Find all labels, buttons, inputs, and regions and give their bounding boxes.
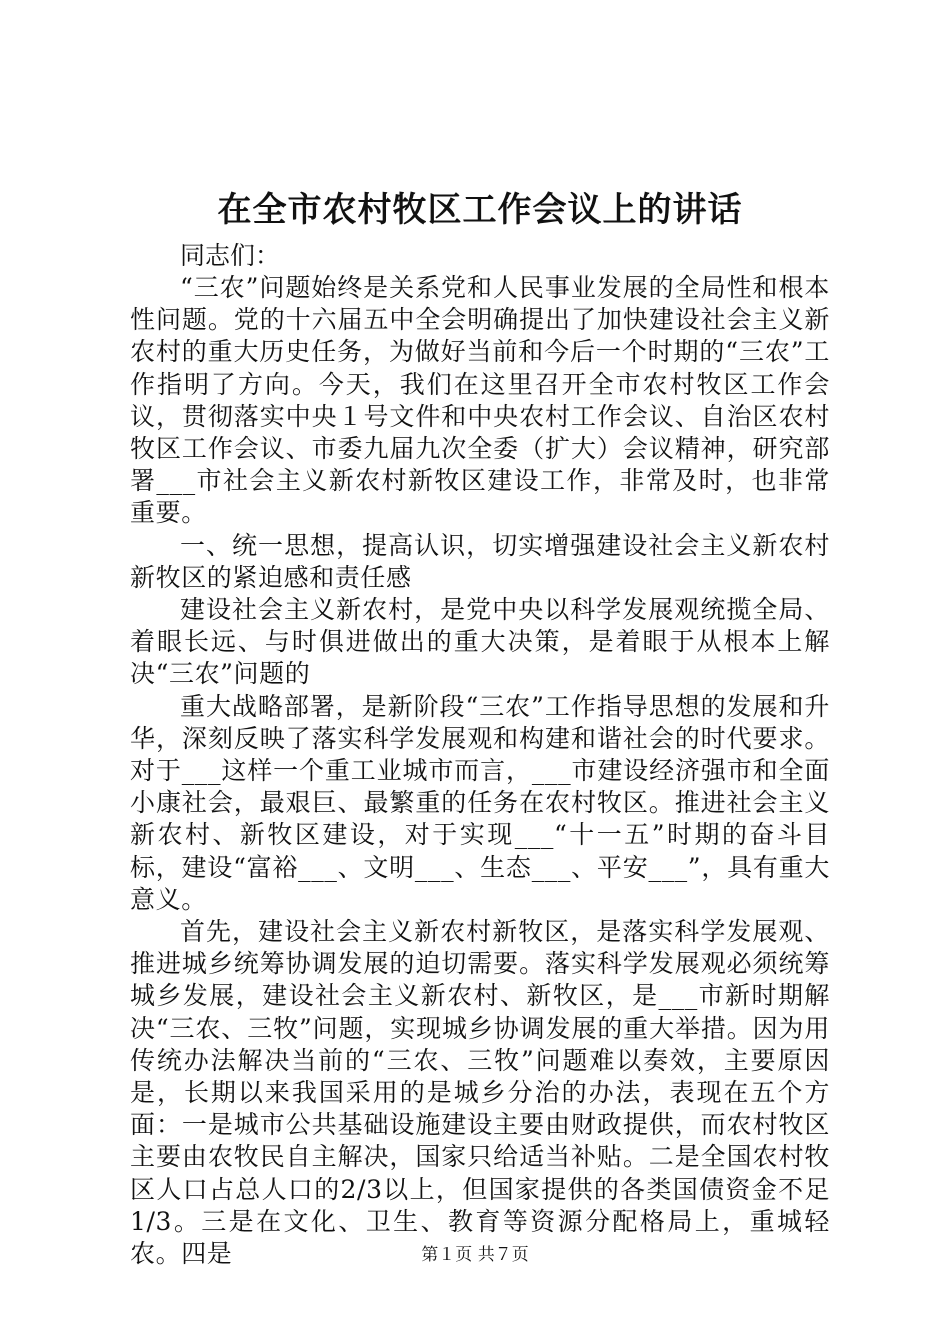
paragraph-new-countryside: 建设社会主义新农村，是党中央以科学发展观统揽全局、着眼长远、与时俱进做出的重大决策，是着眼于从根本上解决“三农”问题的 [130, 595, 830, 689]
paragraph-intro: “三农”问题始终是关系党和人民事业发展的全局性和根本性问题。党的十六届五中全会明确提出了加快建设社会主义新农村的重大历史任务，为做好当前和今后一个时期的“三农”工作指明了方向。今天，我们在这里召开全市农村牧区工作会议，贯彻落实中央１号文件和中央农村工作会议、自治区农村牧区工作会议、市委九届九次全委（扩大）会议精神，研究部署___市社会主义新农村新牧区建设工作，非常及时，也非常重要。 [130, 273, 830, 528]
document-page [130, 180, 830, 1270]
document-title: 在全市农村牧区工作会议上的讲话 [217, 190, 743, 230]
page-number: 第１页 共７页 [421, 1245, 529, 1265]
section-heading-1: 一、统一思想，提高认识，切实增强建设社会主义新农村新牧区的紧迫感和责任感 [130, 530, 830, 592]
paragraph-first-point: 首先，建设社会主义新农村新牧区，是落实科学发展观、推进城乡统筹协调发展的迫切需要。落实科学发展观必须统筹城乡发展，建设社会主义新农村、新牧区，是___市新时期解决“三农、三牧”问题，实现城乡协调发展的重大举措。因为用传统办法解决当前的“三农、三牧”问题难以奏效，主要原因是，长期以来我国采用的是城乡分治的办法，表现在五个方面：一是城市公共基础设施建设主要由财政提供，而农村牧区主要由农牧民自主解决，国家只给适当补贴。二是全国农村牧区人口占总人口的2/3以上，但国家提供的各类国债资金不足1/3。三是在文化、卫生、教育等资源分配格局上，重城轻农。四是 [130, 917, 830, 1269]
greeting: 同志们： [180, 241, 281, 270]
paragraph-strategic-deployment: 重大战略部署，是新阶段“三农”工作指导思想的发展和升华，深刻反映了落实科学发展观和构建和谐社会的时代要求。对于___这样一个重工业城市而言，___市建设经济强市和全面小康社会，最艰巨、最繁重的任务在农村牧区。推进社会主义新农村、新牧区建设，对于实现___“十一五”时期的奋斗目标，建设“富裕___、文明___、生态___、平安___”，具有重大意义。 [130, 691, 830, 914]
